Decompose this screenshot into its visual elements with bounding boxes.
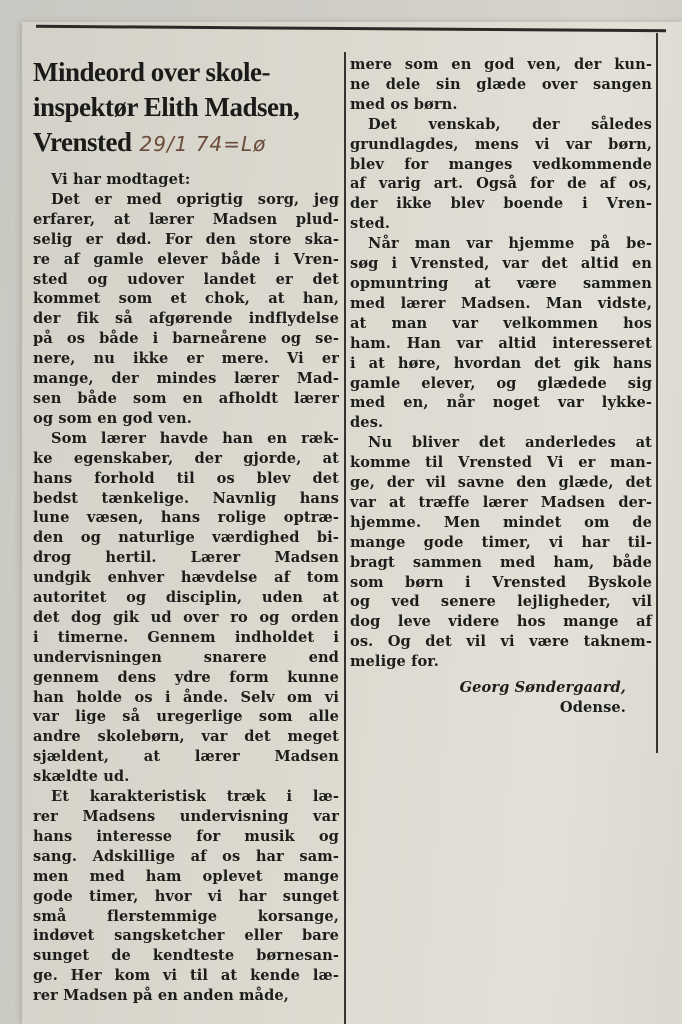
text-line: sted.: [350, 215, 391, 233]
text-line: små flerstemmige korsange,: [33, 907, 339, 925]
text-line: rer Madsens undervisning var: [33, 808, 339, 825]
text-line: der fik så afgørende indflydelse: [33, 310, 339, 328]
text-line: ge, der vil savne den glæde, det: [350, 474, 652, 492]
text-line: ge. Her kom vi til at kende læ-: [33, 967, 339, 985]
text-line: skældte ud.: [33, 768, 130, 786]
text-line: at man var velkommen hos: [350, 314, 652, 332]
text-line: Som lærer havde han en ræk-: [51, 429, 339, 447]
text-line: drog hertil. Lærer Madsen: [33, 549, 339, 567]
text-line: af varig art. Også for de af os,: [350, 175, 652, 193]
text-line: Det er med oprigtig sorg, jeg: [51, 190, 339, 208]
text-line: sjældent, at lærer Madsen: [33, 748, 339, 766]
text-line: Et karakteristisk træk i læ-: [51, 788, 339, 806]
text-line: ke egenskaber, der gjorde, at: [33, 449, 339, 467]
text-line: Når man var hjemme på be-: [368, 235, 652, 253]
text-line: autoritet og disciplin, uden at: [33, 589, 339, 607]
text-line: komme til Vrensted Vi er man-: [350, 454, 652, 472]
text-line: sted og udover landet er det: [33, 270, 339, 288]
text-line: ne dele sin glæde over sangen: [350, 75, 652, 93]
headline-line: Vrensted: [33, 127, 132, 157]
text-line: som børn i Vrensted Byskole: [350, 573, 652, 591]
text-line: var lige så uregerlige som alle: [33, 708, 339, 726]
text-line: Nu bliver det anderledes at: [368, 434, 652, 452]
text-line: sen både som en afholdt lærer: [33, 389, 339, 407]
text-line: lune væsen, hans rolige optræ-: [33, 509, 339, 527]
text-line: bedst tænkelige. Navnlig hans: [33, 489, 339, 507]
right-column: [350, 55, 652, 718]
left-article-body: [33, 170, 339, 1006]
text-line: gennem dens ydre form kunne: [33, 668, 339, 686]
text-line: hans interesse for musik og: [33, 827, 339, 845]
text-line: han holde os i ånde. Selv om vi: [33, 688, 339, 706]
headline-line: Mindeord over skole-: [33, 57, 270, 87]
text-line: opmuntring at være sammen: [350, 274, 652, 292]
text-line: og ved senere lejligheder, vil: [350, 593, 652, 611]
text-line: hjemme. Men mindet om de: [350, 513, 652, 531]
text-line: Det venskab, der således: [368, 115, 652, 133]
text-line: gode timer, hvor vi har sunget: [33, 887, 339, 905]
signature-place: Odense.: [559, 699, 626, 716]
text-line: hans forhold til os blev det: [33, 469, 339, 487]
text-line: og som en god ven.: [33, 409, 192, 427]
text-line: dog leve videre hos mange af: [350, 613, 652, 631]
text-line: mange gode timer, vi har til-: [350, 533, 652, 551]
text-line: Vi har modtaget:: [51, 171, 191, 188]
text-line: re af gamle elever både i Vren-: [33, 250, 339, 268]
right-article-body: [350, 55, 652, 672]
text-line: med lærer Madsen. Man vidste,: [350, 294, 652, 312]
left-column: [33, 55, 339, 1006]
text-line: os. Og det vil vi være taknem-: [350, 633, 652, 651]
text-line: indøvet sangsketcher eller bare: [33, 927, 339, 945]
text-line: undgik enhver hævdelse af tom: [33, 569, 339, 587]
headline: [33, 55, 339, 162]
right-column-rule: [656, 33, 658, 753]
text-line: erfarer, at lærer Madsen plud-: [33, 210, 339, 228]
column-divider: [344, 52, 346, 1024]
text-line: nere, nu ikke er mere. Vi er: [33, 350, 339, 368]
text-line: selig er død. For den store ska-: [33, 230, 339, 248]
text-line: andre skolebørn, var det meget: [33, 728, 339, 746]
text-line: var at træffe lærer Madsen der-: [350, 493, 652, 511]
text-line: rer Madsen på en anden måde,: [33, 987, 289, 1005]
text-line: melige for.: [350, 653, 439, 671]
text-line: i at høre, hvordan det gik hans: [350, 354, 652, 372]
text-line: des.: [350, 414, 384, 432]
text-line: sang. Adskillige af os har sam-: [33, 847, 339, 865]
text-line: grundlagdes, mens vi var børn,: [350, 135, 652, 153]
text-line: ham. Han var altid interesseret: [350, 334, 652, 352]
text-line: det dog gik ud over ro og orden: [33, 608, 339, 626]
text-line: blev for manges vedkommende: [350, 155, 652, 173]
text-line: gamle elever, og glædede sig: [350, 374, 652, 392]
text-line: med os børn.: [350, 95, 458, 113]
text-line: på os både i barneårene og se-: [33, 330, 339, 348]
text-line: mere som en god ven, der kun-: [350, 56, 652, 73]
text-line: men med ham oplevet mange: [33, 867, 339, 885]
text-line: mange, der mindes lærer Mad-: [33, 370, 339, 388]
text-line: den og naturlige værdighed bi-: [33, 529, 339, 547]
text-line: der ikke blev boende i Vren-: [350, 195, 652, 213]
text-line: kommet som et chok, at han,: [33, 290, 339, 308]
headline-line: inspektør Elith Madsen,: [33, 92, 300, 122]
signature-name: Georg Søndergaard,: [459, 679, 626, 697]
handwritten-note: 29/1 74=Lø: [139, 132, 267, 156]
text-line: bragt sammen med ham, både: [350, 553, 652, 571]
text-line: undervisningen snarere end: [33, 648, 339, 666]
text-line: med en, når noget var lykke-: [350, 394, 652, 412]
text-line: sunget de kendteste børnesan-: [33, 947, 339, 965]
text-line: søg i Vrensted, var det altid en: [350, 255, 652, 273]
text-line: i timerne. Gennem indholdet i: [33, 628, 339, 646]
